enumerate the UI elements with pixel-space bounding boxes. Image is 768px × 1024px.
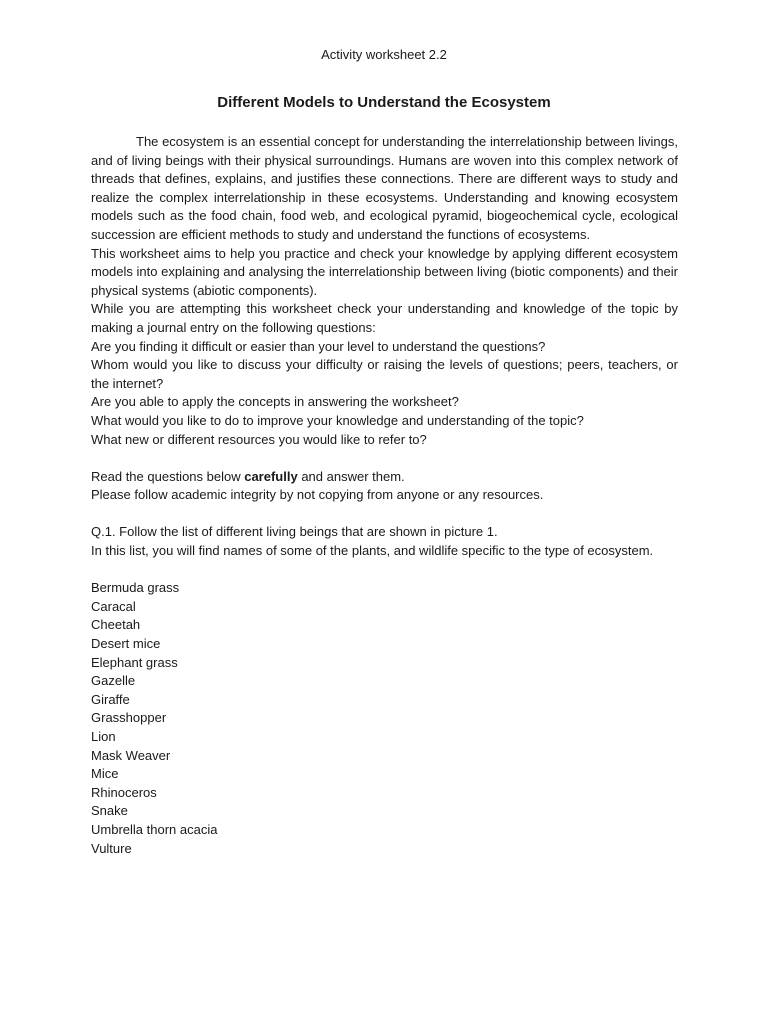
journal-question-5: What new or different resources you would like to refer to? [91,431,427,447]
question-1-line-1: Q.1. Follow the list of different living beings that are shown in picture 1. [91,524,498,540]
question-1-line-2: In this list, you will find names of some of the plants, and wildlife specific to the type of ecosystem. [91,543,654,559]
journal-question-4: What would you like to do to improve your knowledge and understanding of the topic? [91,412,584,428]
read-carefully-instruction [91,468,678,487]
species-item: Desert mice [91,636,161,652]
species-item: Bermuda grass [91,580,180,596]
species-item: Grasshopper [91,710,167,726]
species-item: Umbrella thorn acacia [91,821,218,837]
read-text-before: Read the questions below [91,468,245,484]
worksheet-header: Activity worksheet 2.2 [321,47,447,62]
journal-question-3: Are you able to apply the concepts in answering the worksheet? [91,394,459,410]
species-item: Mice [91,766,119,782]
journal-question-1: Are you finding it difficult or easier than your level to understand the questions? [91,338,546,354]
spacer [91,561,678,580]
species-item: Giraffe [91,691,130,707]
integrity-instruction: Please follow academic integrity by not copying from anyone or any resources. [91,487,544,503]
aim-paragraph: This worksheet aims to help you practice and check your knowledge by applying different ecosystem models into explaining and analysing the interrelationship between living (biotic components) and their physical systems (abiotic components). [91,245,678,298]
species-item: Cheetah [91,617,141,633]
species-item: Rhinoceros [91,784,157,800]
worksheet-body [91,133,678,858]
spacer [91,505,678,524]
read-text-after: and answer them. [297,468,405,484]
read-text-bold: carefully [244,468,298,484]
intro-paragraph: The ecosystem is an essential concept for understanding the interrelationship between livings, and of living beings with their physical surroundings. Humans are woven into this complex network of threads that defines, explains, and justifies these connections. There are different ways to study and realize the complex interrelationship in these ecosystems. Understanding and knowing ecosystem models such as the food chain, food web, and ecological pyramid, biogeochemical cycle, ecological succession are efficient methods to study and understand the functions of ecosystems. [91,134,678,242]
species-item: Snake [91,803,128,819]
journal-question-2: Whom would you like to discuss your difficulty or raising the levels of questions; peers, teachers, or the internet? [91,357,678,391]
journal-instruction: While you are attempting this worksheet check your understanding and knowledge of the topic by making a journal entry on the following questions: [91,301,678,335]
worksheet-title: Different Models to Understand the Ecosystem [217,94,551,111]
spacer [91,449,678,468]
species-item: Lion [91,729,116,744]
species-item: Gazelle [91,673,136,689]
species-item: Mask Weaver [91,747,171,763]
species-item: Elephant grass [91,654,178,670]
species-item: Caracal [91,598,136,614]
species-list [91,579,678,858]
species-item: Vulture [91,840,132,856]
